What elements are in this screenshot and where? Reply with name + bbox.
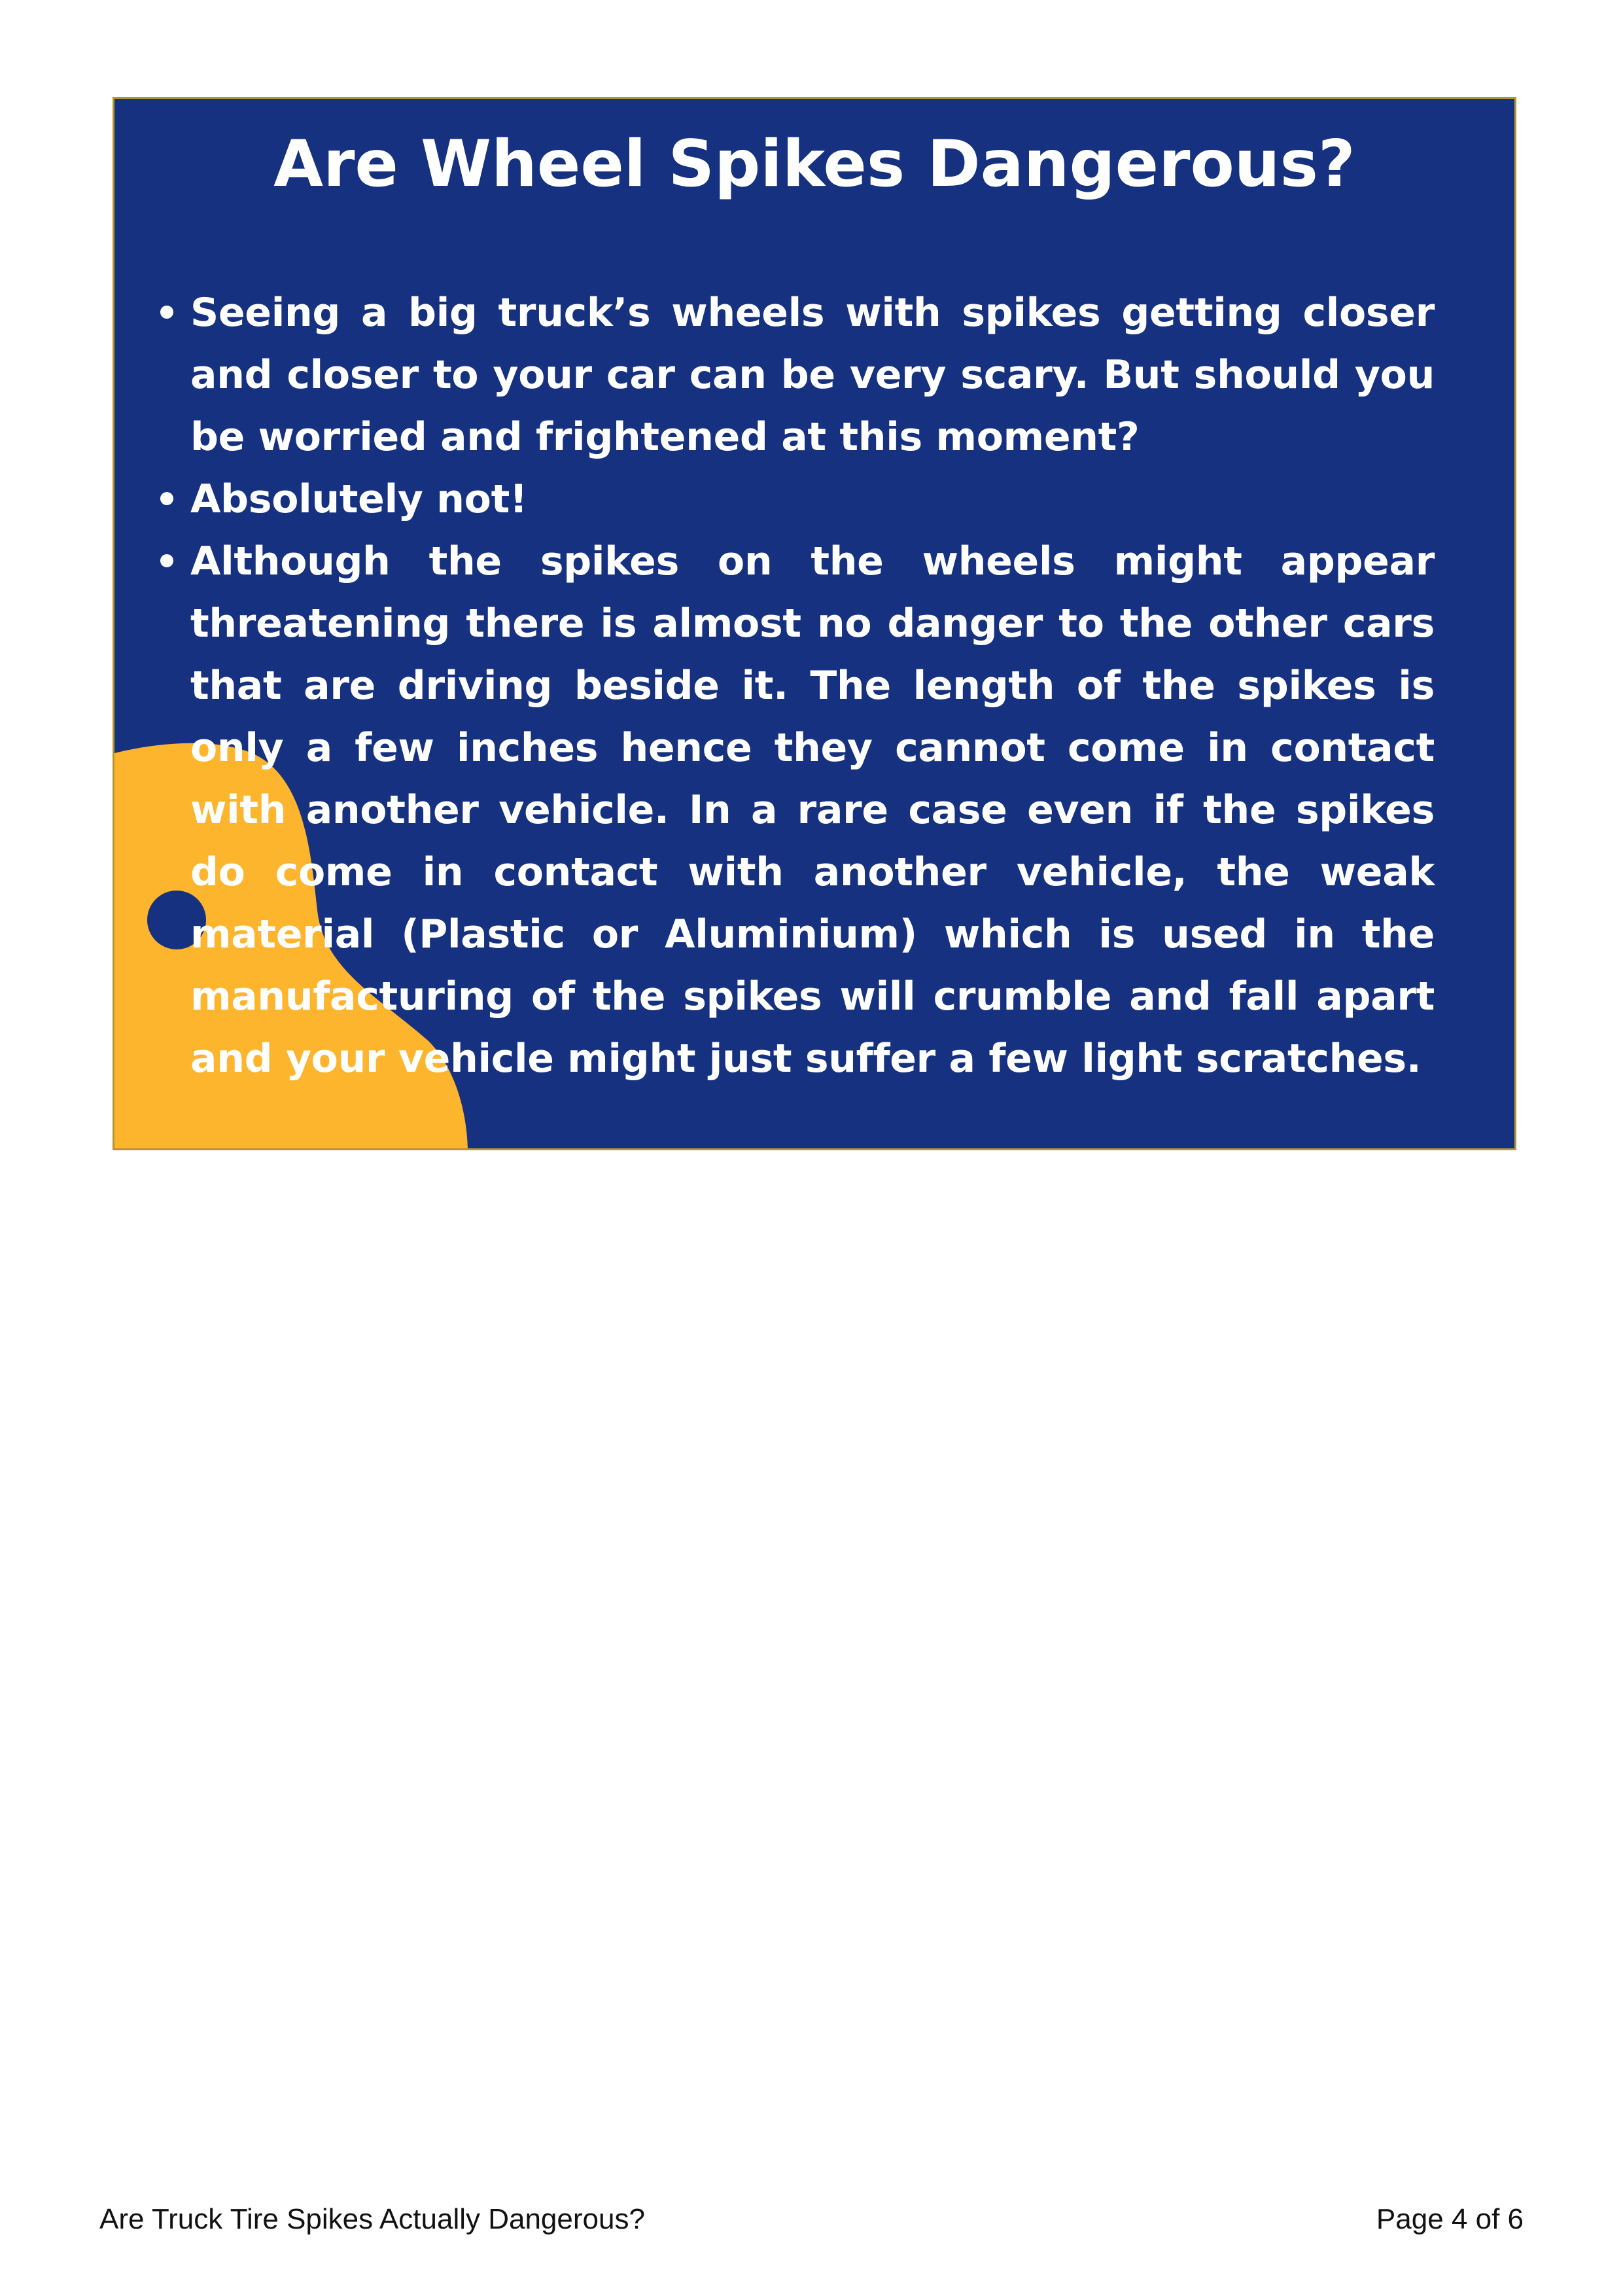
bullet-item	[190, 531, 1435, 1090]
footer-document-title: Are Truck Tire Spikes Actually Dangerous?	[99, 2203, 645, 2235]
bullet-text: Seeing a big truck’s wheels with spikes getting closer and closer to your car can be very scary. But should you be worried and frightened at this moment?	[190, 290, 1435, 460]
footer-page-number: Page 4 of 6	[1376, 2203, 1524, 2235]
bullet-dot-icon	[160, 554, 173, 567]
panel-title: Are Wheel Spikes Dangerous?	[273, 127, 1355, 202]
bullet-dot-icon	[160, 306, 173, 319]
bullet-dot-icon	[160, 492, 173, 505]
bullet-item	[190, 468, 1435, 531]
content-panel	[113, 97, 1516, 1150]
bullet-list	[190, 282, 1435, 1090]
bullet-item	[190, 282, 1435, 468]
bullet-text: Absolutely not!	[190, 476, 528, 522]
bullet-text: Although the spikes on the wheels might appear threatening there is almost no danger to the other cars that are driving beside it. The length of the spikes is only a few inches hence they cannot come in contact with another vehicle. In a rare case even if the spikes do come in contact with another vehicle, the weak material (Plastic or Aluminium) which is used in the manufacturing of the spikes will crumble and fall apart and your vehicle might just suffer a few light scratches.	[190, 539, 1435, 1082]
